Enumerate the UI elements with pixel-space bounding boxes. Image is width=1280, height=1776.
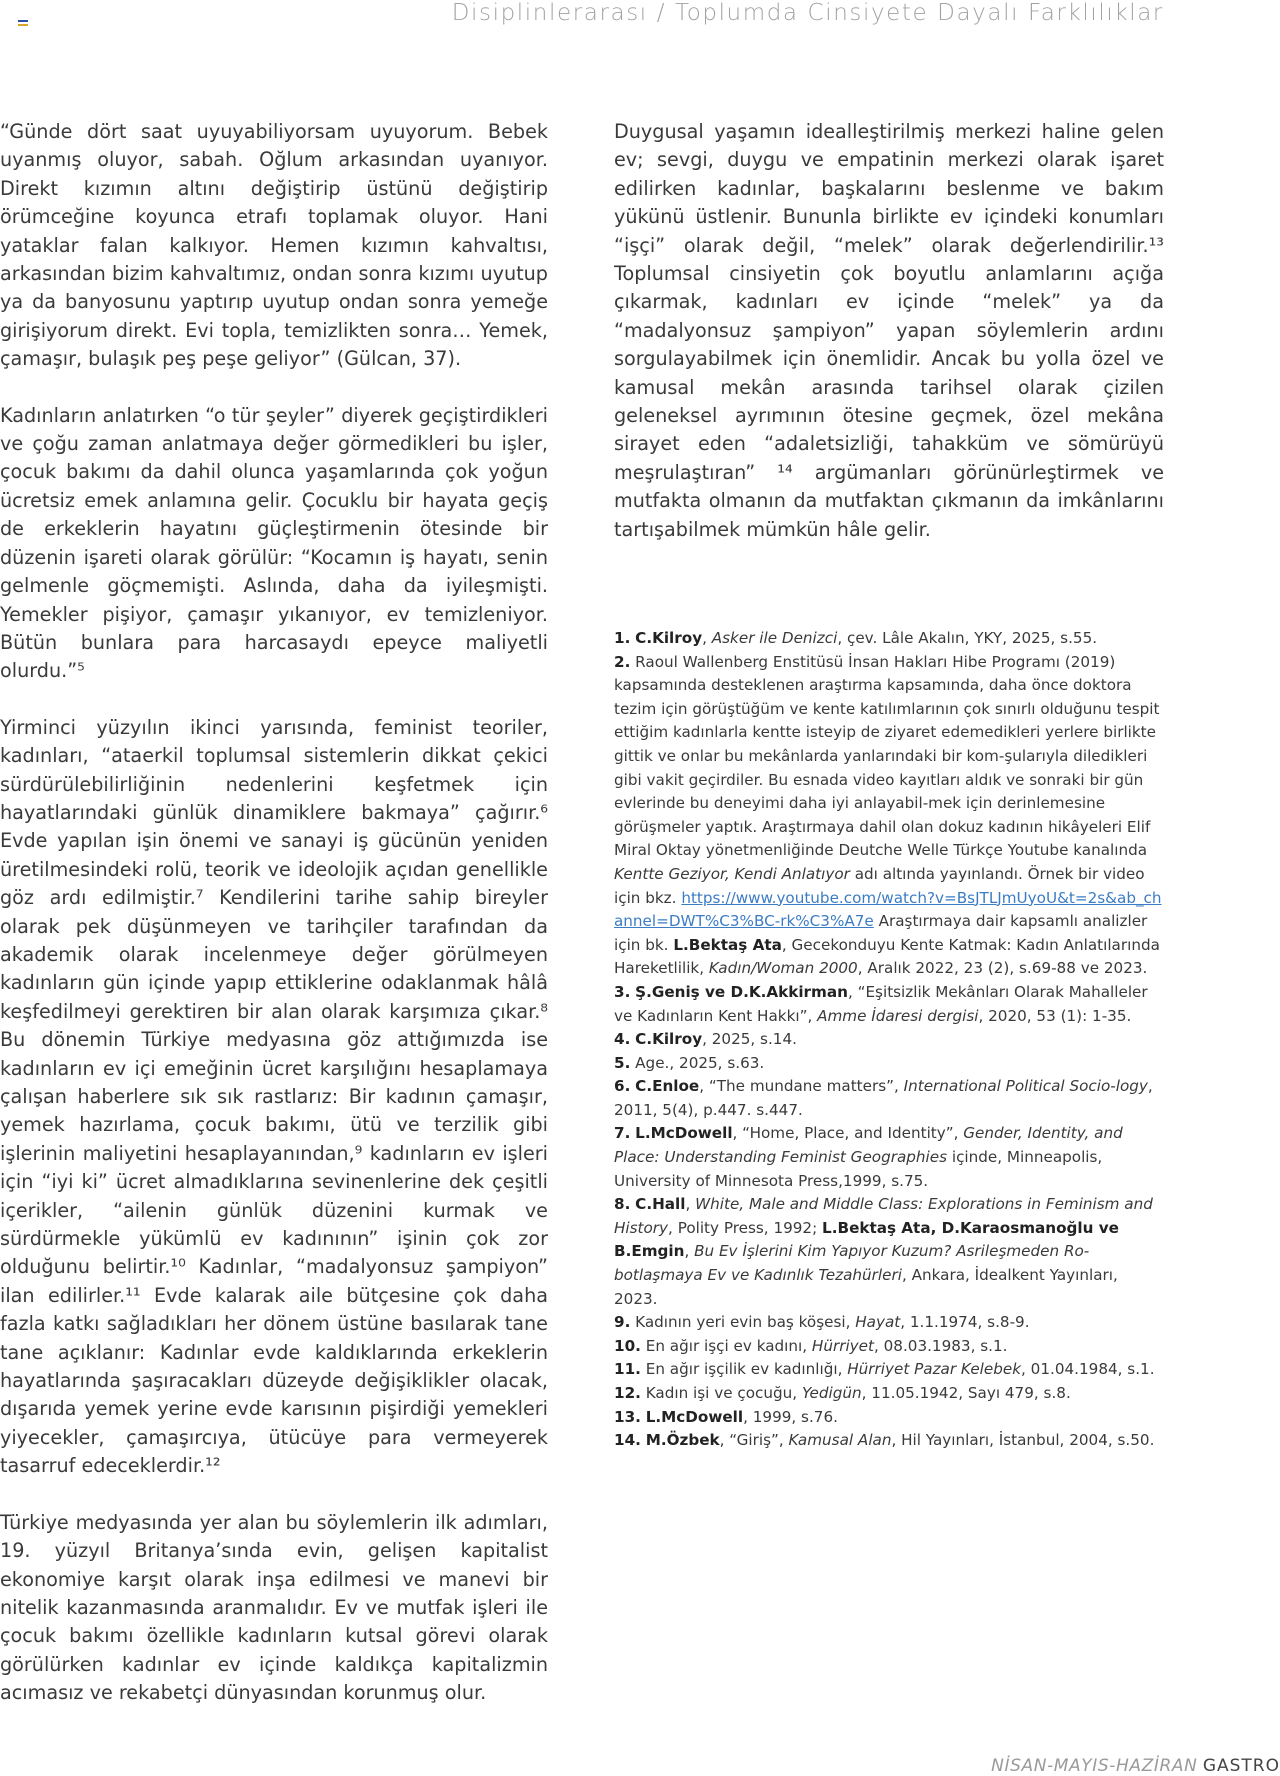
endnote-number: 4. [614,1030,631,1049]
left-column [0,118,548,1736]
author-name: L.Bektaş Ata [673,935,782,954]
endnote-number: 9. [614,1313,631,1332]
note-text: , 2025, s.14. [702,1030,797,1049]
author-name: C.Enloe [635,1077,700,1096]
endnote-2 [614,651,1162,981]
endnote-4 [614,1028,1162,1052]
note-text: Raoul Wallenberg Enstitüsü İnsan Hakları Hibe Programı (2019) kapsamında desteklenen araştırma kapsamında, daha önce doktora tezim için görüştüğüm ve kente katılımlarının çok sınırlı olduğunu tespit ettiğim kadınlarla kentte isteyip de ziyaret edemedikleri yerlere birlikte gittik ve onlar bu mekânlarda yanlarındaki bir kom-şularıyla diledikleri gibi vakit geçirdiler. Bu esnada video kayıtları aldık ve sonraki bir gün evlerinde bu deneyimi daha iyi anlayabil-mek için derinlemesine görüşmeler yaptık. Araştırmaya dahil olan dokuz kadının hikâyeleri Elif Miral Oktay yönetmenliğinde Deutche Welle Türkçe Youtube kanalında [614,652,1160,860]
author-name: C.Kilroy [635,1030,703,1049]
quote-paragraph: “Günde dört saat uyuyabiliyorsam uyuyorum. Bebek uyanmış oluyor, sabah. Oğlum arkasından uyanıyor. Direkt kızımın altını değiştirip üstünü değiştirip örümceğine koyunca etrafı toplamak oluyor. Hani yataklar falan kalkıyor. Hemen kızımın kahvaltısı, arkasından bizim kahvaltımız, ondan sonra kızımı uyutup ya da banyosunu yaptırıp uyutup ondan sonra yemeğe girişiyorum direkt. Evi topla, temizlikten sonra… Yemek, çamaşır, bulaşık peş peşe geliyor” (Gülcan, 37). [0,120,548,371]
note-text: , [685,1195,696,1214]
note-text: Kadının yeri evin baş köşesi, [635,1313,856,1332]
author-name: M.Özbek [645,1431,720,1450]
issue-label: NİSAN-MAYIS-HAZİRAN [991,1756,1198,1776]
endnote-number: 10. [614,1336,641,1355]
author-name: L.Bektaş Ata, D.Karaosmanoğlu ve B.Emgin [614,1218,1119,1261]
note-text: , Gecekonduyu Kente Katmak: Kadın Anlatılarında Hareketlilik, [614,935,1160,978]
author-name: Ş.Geniş ve D.K.Akkirman [635,982,848,1001]
author-name: L.McDowell [635,1124,733,1143]
body-paragraph: Kadınların anlatırken “o tür şeyler” diyerek geçiştirdikleri ve çoğu zaman anlatmaya değer görmedikleri bu işler, çocuk bakımı da dahil olunca yaşamlarında çok yoğun ücretsiz emek anlamına gelir. Çocuklu bir hayata geçiş de erkeklerin hayatını güçleştirmenin ötesinde bir düzenin işareti olarak görülür: “Kocamın iş hayatı, senin gelmenle göçmemişti. Aslında, daha da iyileşmişti. Yemekler pişiyor, çamaşır yıkanıyor, ev temizleniyor. Bütün bunlara para harcasaydı epeyce maliyetli olurdu.”⁵ [0,403,548,683]
note-text: , 01.04.1984, s.1. [1021,1360,1155,1379]
body-paragraph: Yirminci yüzyılın ikinci yarısında, feminist teoriler, kadınları, “ataerkil toplumsal sistemlerin dikkat çekici sürdürülebilirliğinin nedenlerini keşfetmek için hayatlarındaki günlük dinamiklere bakmaya” çağırır.⁶ Evde yapılan işin önemi ve sanayi iş gücünün yeniden üretilmesindeki rolü, teorik ve ideolojik açıdan genellikle göz ardı edilmiştir.⁷ Kendilerini tarihe sahip bireyler olarak pek düşünmeyen ve tarihçiler tarafından da akademik olarak incelenmeye değer görülmeyen kadınların gün içinde yapıp ettiklerine odaklanmak hâlâ keşfedilmeyi gerektiren bir alan olarak karşımıza çıkar.⁸ Bu dönemin Türkiye medyasına göz attığımızda ise kadınların ev içi emeğinin ücret karşılığını hesaplamaya çalışan haberlere sık sık rastlarız: Bir kadının çamaşır, yemek hazırlama, çocuk bakımı, ütü ve terzilik gibi işlerinin maliyetini hesaplayanından,⁹ kadınların ev işleri için “iyi ki” ücret almadıklarına sevinenlerine dek çeşitli içerikler, “ailenin günlük düzenini kurmak ve sürdürmekle yükümlü ev kadınının” işinin çok zor olduğunu belirtir.¹⁰ Kadınlar, “madalyonsuz şampiyon” ilan edilirler.¹¹ Evde kalarak aile bütçesine çok daha fazla katkı sağladıkları her dönem üstüne basılarak tane tane açıklanır: Kadınlar evde kaldıklarında erkeklerin hayatlarında şaşıracakları düzeyde değişiklikler olacak, dışarıda yemek yerine evde karısının pişirdiği yemekleri yiyecekler, çamaşırcıya, ütücüye para vermeyerek tasarruf edeceklerdir.¹² [0,715,548,1478]
endnote-number: 13. [614,1407,641,1426]
magazine-name: GASTRO [1202,1756,1280,1776]
work-title: Hürriyet [811,1336,874,1355]
note-text: En ağır işçilik ev kadınlığı, [645,1360,848,1379]
work-title: Gender, Identity, and Place: Understanding Feminist Geographies [614,1124,1123,1167]
note-text: , “Giriş”, [719,1431,789,1450]
running-title: Disiplinlerarası / Toplumda Cinsiyete Dayalı Farklılıklar [451,0,1164,26]
work-title: International Political Socio-logy [903,1077,1148,1096]
work-title: Kentte Geziyor, Kendi Anlatıyor [614,864,850,883]
endnote-number: 12. [614,1384,641,1402]
endnote-11 [614,1358,1162,1382]
endnote-number: 2. [614,652,631,671]
note-text: Araştırmaya dair kapsamlı analizler için bk. [614,912,1148,954]
note-text: içinde, Minneapolis, University of Minnesota Press,1999, s.75. [614,1148,1103,1190]
page-footer [991,1756,1280,1776]
endnote-number: 8. [614,1195,631,1214]
note-text: , [702,629,712,647]
note-text: Age., 2025, s.63. [635,1053,765,1072]
work-title: White, Male and Middle Class: Explorations in Feminism and History [614,1195,1153,1237]
flag-stripes-icon [18,20,28,27]
endnote-8 [614,1193,1162,1311]
author-name: C.Kilroy [635,629,703,647]
note-text: , Aralık 2022, 23 (2), s.69-88 ve 2023. [857,959,1148,978]
note-text: , çev. Lâle Akalın, YKY, 2025, s.55. [837,629,1098,647]
endnote-13 [614,1406,1162,1430]
note-text: , Hil Yayınları, İstanbul, 2004, s.50. [891,1431,1155,1450]
note-text: , 11.05.1942, Sayı 479, s.8. [861,1384,1071,1402]
body-paragraph: Duygusal yaşamın idealleştirilmiş merkezi haline gelen ev; sevgi, duygu ve empatinin merkezi olarak işaret edilirken kadınlar, başkalarını beslenme ve bakım yükünü üstlenir. Bununla birlikte ev içindeki konumları “işçi” olarak değil, “melek” olarak değerlendirilir.¹³ Toplumsal cinsiyetin çok boyutlu anlamlarını açığa çıkarmak, kadınları ev içinde “melek” ya da “madalyonsuz şampiyon” yapan söylemlerin ardını sorgulayabilmek için önemlidir. Ancak bu yolla özel ve kamusal mekân arasında tarihsel olarak çizilen geleneksel ayrımının ötesine geçmek, özel mekâna sirayet eden “adaletsizliği, tahakküm ve sömürüyü meşrulaştıran” ¹⁴ argümanları görünürleştirmek ve mutfakta olmanın da mutfaktan çıkmanın da imkânlarını tartışabilmek mümkün hâle gelir. [614,120,1164,541]
note-text: , 1999, s.76. [743,1407,838,1426]
work-title: Asker ile Denizci [711,629,838,647]
note-text: , 1.1.1974, s.8-9. [900,1313,1030,1332]
body-paragraph: Türkiye medyasında yer alan bu söylemlerin ilk adımları, 19. yüzyıl Britanya’sında evin, gelişen kapitalist ekonomiye karşıt olarak inşa edilmesi ve manevi bir nitelik kazanmasında aranmalıdır. Ev ve mutfak işleri ile çocuk bakımı özellikle kadınların kutsal görevi olarak görülürken kadınlar ev içinde kaldıkça kapitalizmin acımasız ve rekabetçi dünyasından korunmuş olur. [0,1510,548,1705]
endnote-number: 3. [614,982,631,1001]
work-title: Kamusal Alan [788,1431,892,1450]
note-text: , 08.03.1983, s.1. [873,1336,1008,1355]
endnote-number: 5. [614,1053,631,1072]
note-text: , 2011, 5(4), p.447. s.447. [614,1077,1153,1119]
note-text: Kadın işi ve çocuğu, [645,1384,802,1402]
endnote-number: 14. [614,1431,641,1450]
work-title: Amme İdaresi dergisi [817,1006,979,1025]
endnote-7 [614,1122,1162,1193]
endnote-10 [614,1335,1162,1359]
endnote-6 [614,1075,1162,1122]
work-title: Yedigün [801,1384,862,1402]
endnote-number: 1. [614,629,631,647]
note-text: , Polity Press, 1992; [668,1218,823,1237]
endnote-3 [614,981,1162,1028]
note-text: , [684,1242,695,1261]
endnote-number: 7. [614,1124,631,1143]
endnote-number: 6. [614,1077,631,1096]
note-text: , “The mundane matters”, [699,1077,904,1096]
endnote-9 [614,1311,1162,1335]
note-text: , 2020, 53 (1): 1-35. [978,1006,1132,1025]
right-column [614,118,1164,544]
note-text: adı altında yayınlandı. Örnek bir video için bkz. [614,864,1145,907]
work-title: Bu Ev İşlerini Kim Yapıyor Kuzum? Asrileşmeden Ro-botlaşmaya Ev ve Kadınlık Tezahürleri [614,1242,1090,1285]
work-title: Hürriyet Pazar Kelebek [847,1360,1022,1379]
work-title: Kadın/Woman 2000 [708,959,858,978]
endnotes [614,627,1162,1453]
endnote-12 [614,1382,1162,1406]
endnote-5 [614,1052,1162,1076]
endnote-1 [614,627,1162,651]
work-title: Hayat [855,1313,901,1332]
note-text: , “Home, Place, and Identity”, [732,1124,964,1143]
note-text: , “Eşitsizlik Mekânları Olarak Mahalleler ve Kadınların Kent Hakkı”, [614,982,1148,1025]
endnote-number: 11. [614,1360,641,1379]
endnote-14 [614,1429,1162,1453]
author-name: L.McDowell [645,1407,744,1426]
note-text: En ağır işçi ev kadını, [645,1336,812,1355]
author-name: C.Hall [635,1195,686,1214]
note-text: , Ankara, İdealkent Yayınları, 2023. [614,1266,1118,1308]
video-link[interactable]: https://www.youtube.com/watch?v=BsJTLJmUyoU&t=2s&ab_channel=DWT%C3%BC-rk%C3%A7e [614,888,1162,931]
